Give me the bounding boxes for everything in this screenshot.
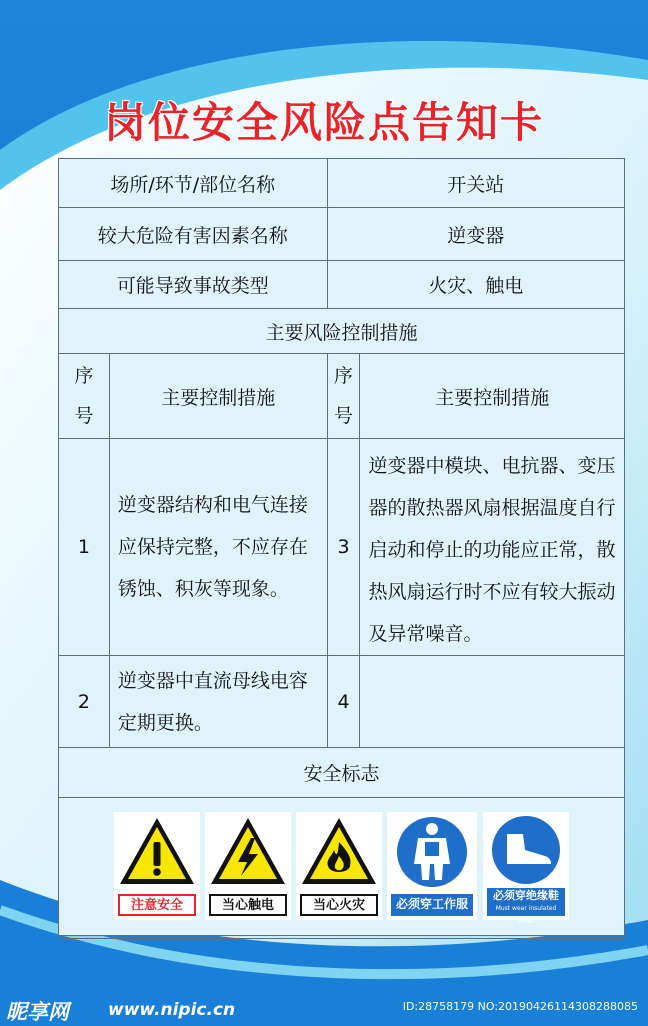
safety-title-row xyxy=(59,748,625,798)
signs-row xyxy=(59,798,625,939)
sign-caution xyxy=(114,812,200,920)
hazard-label: 较大危险有害因素名称 xyxy=(59,208,328,261)
col-header-measure: 主要控制措施 xyxy=(109,354,327,439)
measure-text: 逆变器中模块、电抗器、变压器的散热器风扇根据温度自行启动和停止的功能应正常，散热风扇运行时不应有较大振动及异常噪音。 xyxy=(360,439,625,656)
info-row xyxy=(59,208,625,261)
section-row xyxy=(59,309,625,354)
table-row xyxy=(59,439,625,656)
measure-text: 逆变器结构和电气连接应保持完整，不应存在锈蚀、积灰等现象。 xyxy=(109,439,327,656)
sign-electric xyxy=(205,812,291,920)
accident-type-value: 火灾、触电 xyxy=(327,261,624,309)
measure-no: 4 xyxy=(327,656,360,748)
sign-fire xyxy=(296,812,382,920)
hazard-value: 逆变器 xyxy=(327,208,624,261)
measure-no: 3 xyxy=(327,439,360,656)
signs-cell xyxy=(59,798,625,939)
page-title: 岗位安全风险点告知卡 xyxy=(103,98,544,147)
info-row xyxy=(59,261,625,309)
sign-label-text: 必须穿工作服 xyxy=(395,897,468,911)
location-value: 开关站 xyxy=(327,159,624,208)
info-card xyxy=(58,158,625,936)
col-header-no-text: 序 号 xyxy=(74,365,94,427)
wear-work-clothes-icon xyxy=(387,812,477,894)
sign-label xyxy=(209,894,287,916)
sign-label xyxy=(391,894,473,916)
fire-warning-icon xyxy=(296,812,382,892)
column-header-row xyxy=(59,354,625,439)
col-header-no xyxy=(59,354,110,439)
table-row xyxy=(59,656,625,748)
measure-no: 2 xyxy=(59,656,110,748)
watermark-url: www.nipic.cn xyxy=(108,1000,236,1020)
sign-label xyxy=(300,894,378,916)
electric-shock-warning-icon xyxy=(205,812,291,892)
sign-insulated-shoes xyxy=(483,812,569,925)
sign-label-text: 必须穿绝缘鞋 xyxy=(493,889,559,902)
sign-work-clothes xyxy=(387,812,477,920)
wear-insulated-shoes-icon xyxy=(483,812,569,892)
col-header-measure-2: 主要控制措施 xyxy=(360,354,625,439)
section-title: 主要风险控制措施 xyxy=(59,309,625,354)
sign-label-text: 当心触电 xyxy=(221,898,274,913)
safety-title: 安全标志 xyxy=(59,748,625,798)
measure-text: 逆变器中直流母线电容定期更换。 xyxy=(109,656,327,748)
watermark-id: ID:28758179 NO:20190426114308288085 xyxy=(402,1000,638,1013)
sign-label-text: 注意安全 xyxy=(130,898,183,913)
measure-no: 1 xyxy=(59,439,110,656)
location-label: 场所/环节/部位名称 xyxy=(59,159,328,208)
sign-label xyxy=(118,894,196,916)
accident-type-label: 可能导致事故类型 xyxy=(59,261,328,309)
col-header-no-2 xyxy=(327,354,360,439)
col-header-no-text-2: 序 号 xyxy=(333,365,353,427)
watermark-logo: 昵享网 xyxy=(6,1000,69,1024)
info-table xyxy=(58,158,625,939)
info-row xyxy=(59,159,625,208)
sign-sublabel-text: Must wear insulated shoes xyxy=(495,905,557,925)
exclamation-warning-icon xyxy=(114,812,200,892)
sign-label-text: 当心火灾 xyxy=(312,898,365,913)
measure-text xyxy=(360,656,625,748)
sign-label xyxy=(487,888,565,925)
